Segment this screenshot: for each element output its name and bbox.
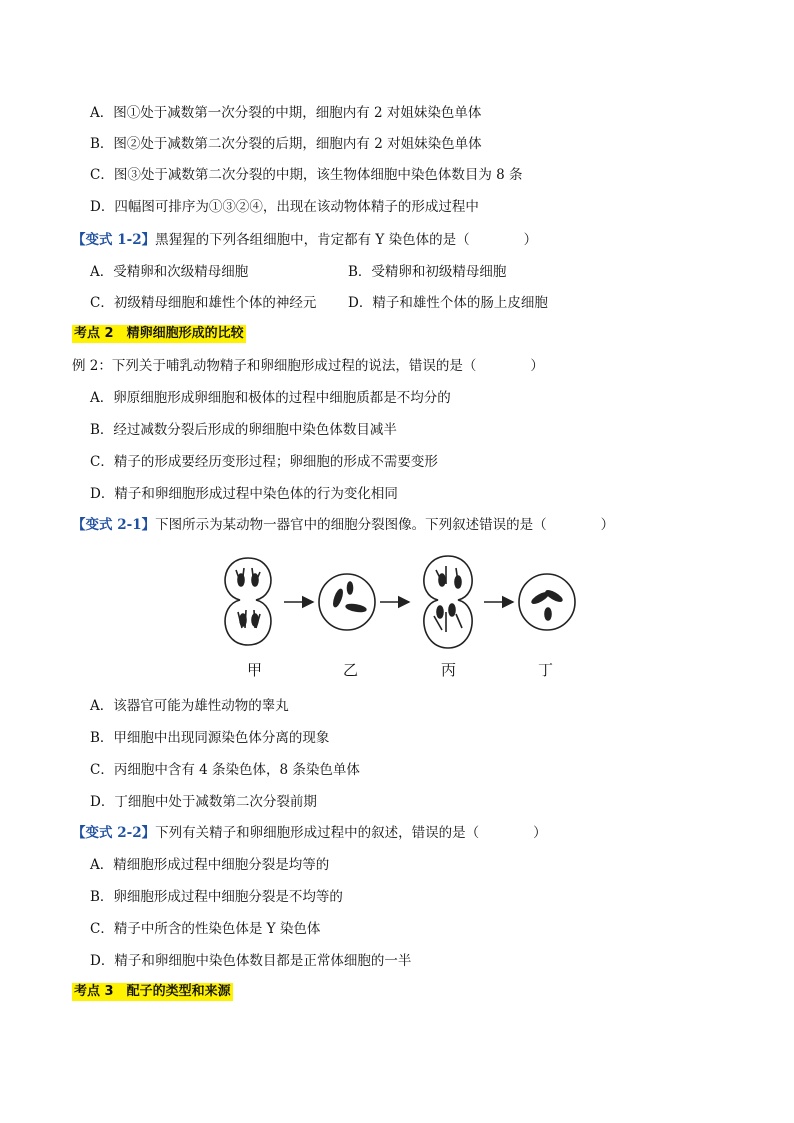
figure-label-bing: 丙 [441, 661, 457, 679]
variant-tag: 【变式 2-1】 [72, 517, 156, 533]
cell-bing-icon [424, 556, 472, 648]
variant-1-2-option-c: C．初级精母细胞和雄性个体的神经元 [90, 295, 317, 311]
variant-1-2-option-b: B．受精卵和初级精母细胞 [348, 264, 507, 280]
example-2-stem: 例 2：下列关于哺乳动物精子和卵细胞形成过程的说法，错误的是（ ） [72, 358, 544, 374]
q1-option-c: C．图③处于减数第二次分裂的中期，该生物体细胞中染色体数目为 8 条 [90, 167, 523, 183]
q1-option-b: B．图②处于减数第二次分裂的后期，细胞内有 2 对姐妹染色单体 [90, 136, 482, 152]
variant-2-2-option-c: C．精子中所含的性染色体是 Y 染色体 [90, 921, 321, 937]
example-2-option-d: D．精子和卵细胞形成过程中染色体的行为变化相同 [90, 486, 398, 502]
variant-1-2-stem [72, 230, 537, 250]
variant-1-2-option-d: D．精子和雄性个体的肠上皮细胞 [348, 295, 548, 311]
cell-ding-icon [519, 574, 575, 630]
variant-2-2-stem [72, 823, 547, 843]
variant-tag: 【变式 2-2】 [72, 825, 156, 841]
figure-label-jia: 甲 [247, 661, 263, 679]
example-2-option-b: B．经过减数分裂后形成的卵细胞中染色体数目减半 [90, 422, 397, 438]
variant-1-2-option-a: A．受精卵和次级精母细胞 [90, 264, 249, 280]
variant-2-1-option-b: B．甲细胞中出现同源染色体分离的现象 [90, 730, 330, 746]
figure-label-ding: 丁 [538, 661, 554, 679]
variant-question: 黑猩猩的下列各组细胞中，肯定都有 Y 染色体的是（ ） [155, 232, 538, 248]
variant-2-1-option-d: D．丁细胞中处于减数第二次分裂前期 [90, 794, 317, 810]
example-2-option-a: A．卵原细胞形成卵细胞和极体的过程中细胞质都是不均分的 [90, 390, 451, 406]
variant-2-1-option-c: C．丙细胞中含有 4 条染色体，8 条染色单体 [90, 762, 360, 778]
variant-2-2-option-d: D．精子和卵细胞中染色体数目都是正常体细胞的一半 [90, 953, 412, 969]
cell-yi-icon [319, 574, 375, 630]
variant-2-2-option-b: B．卵细胞形成过程中细胞分裂是不均等的 [90, 889, 343, 905]
example-2-option-c: C．精子的形成要经历变形过程；卵细胞的形成不需要变形 [90, 454, 438, 470]
variant-1-2-row2 [90, 293, 650, 313]
q1-option-d: D．四幅图可排序为①③②④，出现在该动物体精子的形成过程中 [90, 199, 479, 215]
cell-division-figure [210, 550, 590, 655]
variant-question: 下图所示为某动物一器官中的细胞分裂图像。下列叙述错误的是（ ） [155, 517, 615, 533]
section-heading-kaodian-2: 考点 2 精卵细胞形成的比较 [74, 326, 244, 341]
section-heading-kaodian-3: 考点 3 配子的类型和来源 [74, 984, 231, 999]
cell-jia-icon [225, 558, 271, 645]
variant-2-2-option-a: A．精细胞形成过程中细胞分裂是均等的 [90, 857, 330, 873]
figure-label-yi: 乙 [343, 661, 359, 679]
variant-2-1-stem [72, 515, 614, 535]
variant-tag: 【变式 1-2】 [72, 232, 156, 248]
variant-1-2-row1 [90, 262, 650, 282]
q1-option-a: A．图①处于减数第一次分裂的中期，细胞内有 2 对姐妹染色单体 [90, 105, 482, 121]
variant-2-1-option-a: A．该器官可能为雄性动物的睾丸 [90, 698, 289, 714]
variant-question: 下列有关精子和卵细胞形成过程中的叙述，错误的是（ ） [155, 825, 547, 841]
